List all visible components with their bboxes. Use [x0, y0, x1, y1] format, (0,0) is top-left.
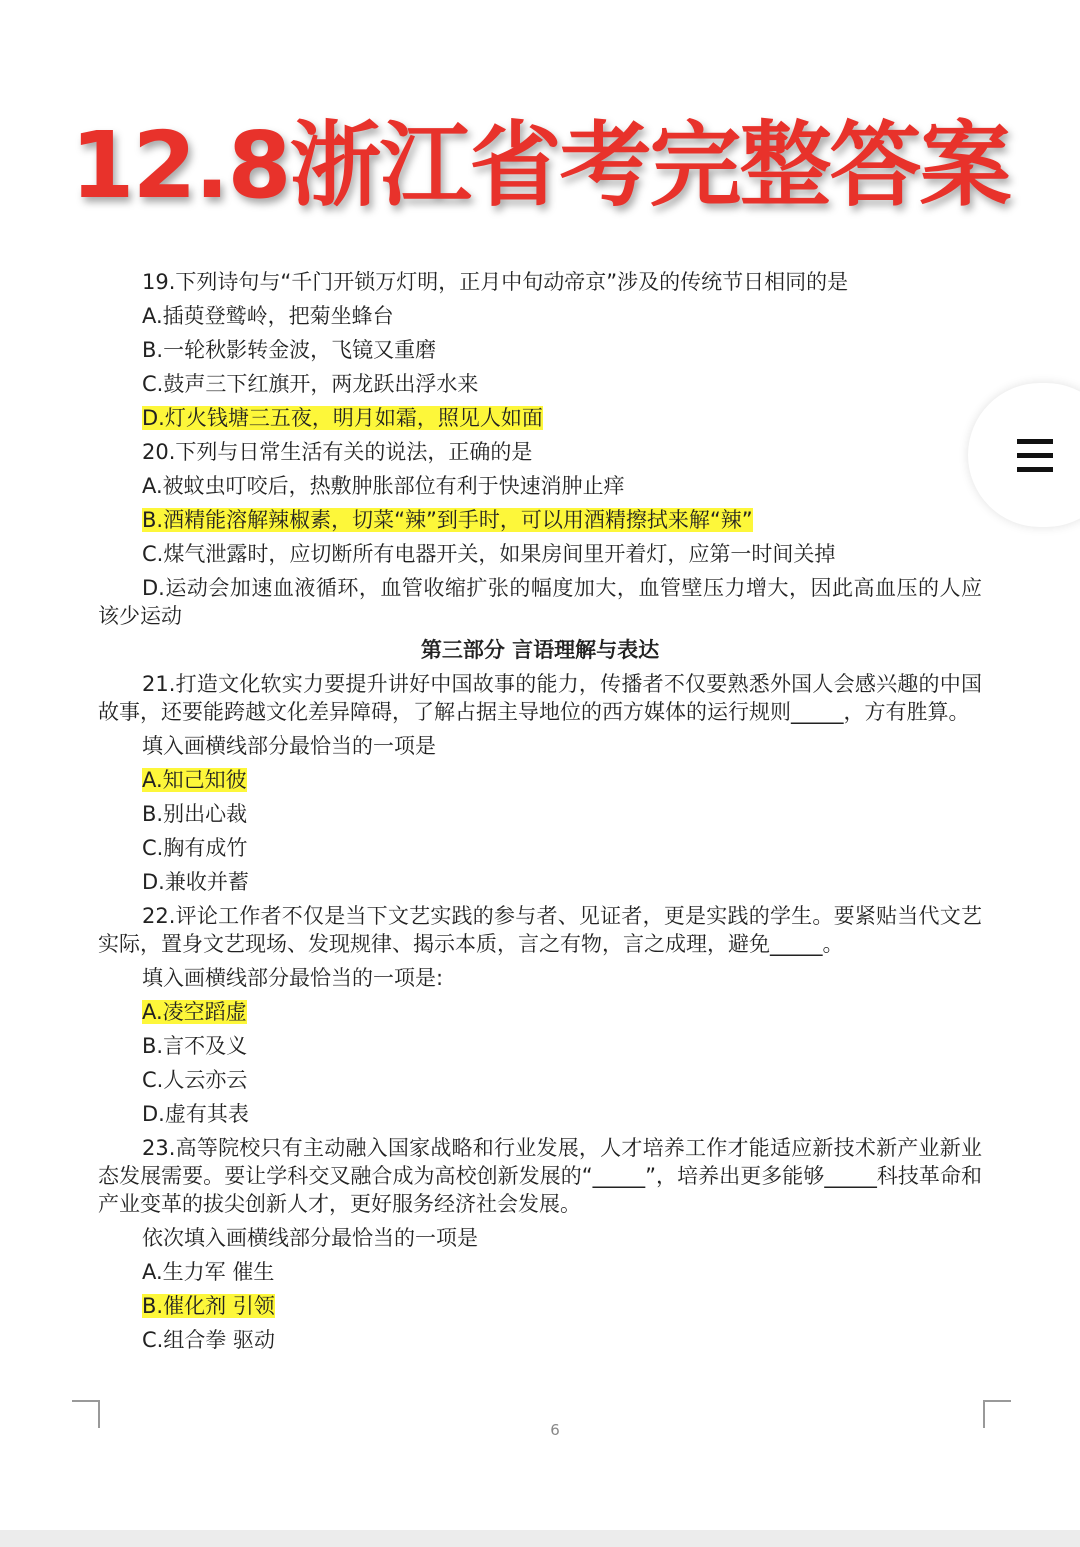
q23-option-a: A.生力军 催生 — [142, 1260, 275, 1284]
page-number: 6 — [550, 1421, 560, 1439]
q23-option-c: C.组合拳 驱动 — [142, 1328, 276, 1352]
q21-option-c: C.胸有成竹 — [142, 836, 248, 860]
question-20-stem: 20.下列与日常生活有关的说法，正确的是 — [142, 440, 533, 464]
q23-option-b-answer: B.催化剂 引领 — [142, 1294, 275, 1318]
q22-option-c: C.人云亦云 — [142, 1068, 248, 1092]
q20-option-d: D.运动会加速血液循环，血管收缩扩张的幅度加大，血管壁压力增大，因此高血压的人应该少运动 — [98, 576, 982, 628]
question-23-stem: 23.高等院校只有主动融入国家战略和行业发展，人才培养工作才能适应新技术新产业新业态发展需要。要让学科交叉融合成为高校创新发展的“_____”，培养出更多能够_____科技革命和产业变革的拔尖创新人才，更好服务经济社会发展。 — [98, 1136, 982, 1216]
q21-prompt: 填入画横线部分最恰当的一项是 — [142, 734, 436, 758]
q19-option-c: C.鼓声三下红旗开，两龙跃出浮水来 — [142, 372, 479, 396]
menu-button[interactable] — [968, 383, 1080, 527]
page-title: 12.8浙江省考完整答案 — [70, 112, 1010, 219]
q22-option-d: D.虚有其表 — [142, 1102, 249, 1126]
q21-option-b: B.别出心裁 — [142, 802, 248, 826]
question-22-stem: 22.评论工作者不仅是当下文艺实践的参与者、见证者，更是实践的学生。要紧贴当代文艺实际，置身文艺现场、发现规律、揭示本质，言之有物，言之成理，避免_____。 — [98, 904, 982, 956]
q21-option-d: D.兼收并蓄 — [142, 870, 249, 894]
q19-option-a: A.插萸登鹫岭，把菊坐蜂台 — [142, 304, 394, 328]
question-21-stem: 21.打造文化软实力要提升讲好中国故事的能力，传播者不仅要熟悉外国人会感兴趣的中国故事，还要能跨越文化差异障碍，了解占据主导地位的西方媒体的运行规则_____，方有胜算。 — [98, 672, 982, 724]
q19-option-d-answer: D.灯火钱塘三五夜，明月如霜，照见人如面 — [142, 406, 543, 430]
q20-option-b-answer: B.酒精能溶解辣椒素，切菜“辣”到手时，可以用酒精擦拭来解“辣” — [142, 508, 753, 532]
q23-prompt: 依次填入画横线部分最恰当的一项是 — [142, 1226, 478, 1250]
q20-option-c: C.煤气泄露时，应切断所有电器开关，如果房间里开着灯，应第一时间关掉 — [142, 542, 836, 566]
q19-option-b: B.一轮秋影转金波，飞镜又重磨 — [142, 338, 437, 362]
q22-prompt: 填入画横线部分最恰当的一项是: — [142, 966, 444, 990]
page-corner-mark-left — [72, 1400, 100, 1428]
page-separator — [0, 1530, 1080, 1547]
q22-option-a-answer: A.凌空蹈虚 — [142, 1000, 247, 1024]
section-heading: 第三部分 言语理解与表达 — [420, 638, 660, 662]
q20-option-a: A.被蚊虫叮咬后，热敷肿胀部位有利于快速消肿止痒 — [142, 474, 625, 498]
page-corner-mark-right — [983, 1400, 1011, 1428]
question-19-stem: 19.下列诗句与“千门开锁万灯明，正月中旬动帝京”涉及的传统节日相同的是 — [142, 270, 849, 294]
q22-option-b: B.言不及义 — [142, 1034, 248, 1058]
document-body — [98, 268, 982, 1360]
q21-option-a-answer: A.知己知彼 — [142, 768, 247, 792]
